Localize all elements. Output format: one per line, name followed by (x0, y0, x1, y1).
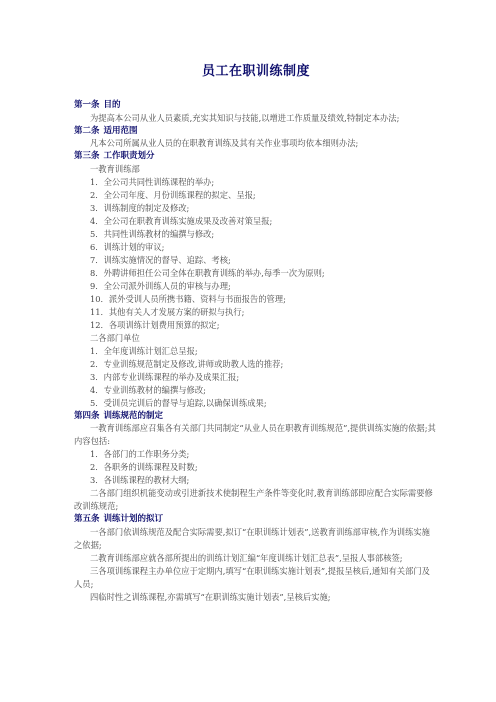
article-number: 第一条 (74, 100, 100, 110)
list-item: 1．全年度训练计划汇总呈报; (90, 345, 198, 356)
list-item: 3．内部专业训练课程的举办及成果汇报; (90, 371, 240, 382)
article-heading (74, 125, 438, 138)
paragraph: 三各项训练课程主办单位应于定期内,填写“在职训练实施计划表”,提报呈核后,通知有关部门及人员; (74, 565, 430, 589)
paragraph: 二教育训练部应就各部所提出的训练计划汇编“年度训练计划汇总表”,呈报人事部核签; (90, 552, 403, 563)
list-item: 12．各项训练计划费用预算的拟定; (90, 319, 220, 330)
list-item: 5．受训员完训后的督导与追踪,以确保训练成果; (90, 397, 267, 408)
article-section (74, 99, 438, 125)
paragraph: 一教育训练部应召集各有关部门共同制定“从业人员在职教育训练规范”,提供训练实施的依据;其内容包括: (74, 423, 436, 446)
sub-heading: 二各部门单位 (90, 332, 140, 343)
article-heading-text: 适用范围 (103, 125, 138, 136)
article-number: 第五条 (74, 514, 100, 524)
article-section (74, 410, 438, 514)
list-item: 8．外聘讲师担任公司全体在职教育训练的举办,每季一次为原则; (90, 267, 325, 278)
article-section (74, 513, 438, 604)
article-number: 第四条 (74, 410, 100, 421)
article-heading-text: 训练计划的拟订 (103, 514, 164, 524)
article-list (74, 99, 438, 604)
list-item: 3．各训练课程的教材大纲; (90, 475, 190, 485)
article-heading (74, 99, 438, 112)
paragraph: 二各部门组织机能变动或引进新技术使制程生产条件等变化时,教育训练部即应配合实际需要修改训练规范; (74, 488, 433, 511)
list-item: 5．共同性训练教材的编撰与修改; (90, 228, 215, 239)
document-title: 员工在职训练制度 (201, 64, 310, 79)
list-item: 6．训练计划的审议; (90, 241, 165, 252)
list-item: 7．训练实施情况的督导、追踪、考核; (90, 254, 231, 265)
article-heading (74, 513, 438, 526)
article-number: 第三条 (74, 151, 100, 161)
paragraph: 一各部门依训练规范及配合实际需要,拟订“在职训练计划表”,送教育训练部审核,作为训练实施之依据; (74, 526, 430, 550)
article-number: 第二条 (74, 125, 100, 136)
list-item: 2．全公司年度、月份训练课程的拟定、呈报; (90, 189, 256, 200)
article-heading-text: 目的 (103, 100, 121, 110)
list-item: 10．派外受训人员所携书籍、资料与书面报告的管理; (90, 293, 286, 304)
paragraph: 为提高本公司从业人员素质,充实其知识与技能,以增进工作质量及绩效,特制定本办法; (90, 112, 400, 123)
article-heading (74, 410, 438, 423)
list-item: 9．全公司派外训练人员的审核与办理; (90, 280, 231, 291)
list-item: 1．全公司共同性训练课程的举办; (90, 176, 215, 187)
article-section (74, 150, 438, 410)
article-heading-text: 训练规范的制定 (103, 410, 164, 421)
list-item: 4．专业训练教材的编撰与修改; (90, 384, 206, 395)
list-item: 3．训练制度的制定及修改; (90, 202, 190, 213)
article-heading (74, 150, 438, 163)
list-item: 1．各部门的工作职务分类; (90, 449, 190, 459)
paragraph: 四临时性之训练课程,亦需填写“在职训练实施计划表”,呈核后实施; (90, 591, 331, 602)
article-heading-text: 工作职责划分 (103, 151, 155, 161)
list-item: 2．专业训练规范制定及修改,讲师或助教人选的推荐; (90, 358, 284, 369)
sub-heading: 一教育训练部 (90, 163, 140, 174)
list-item: 11．其他有关人才发展方案的研拟与执行; (90, 306, 245, 317)
article-section (74, 125, 438, 151)
paragraph: 凡本公司所属从业人员的在职教育训练及其有关作业事项均依本细则办法; (90, 138, 359, 148)
list-item: 4．全公司在职教育训练实施成果及改善对策呈报; (90, 215, 273, 226)
list-item: 2．各职务的训练课程及时数; (90, 462, 198, 472)
